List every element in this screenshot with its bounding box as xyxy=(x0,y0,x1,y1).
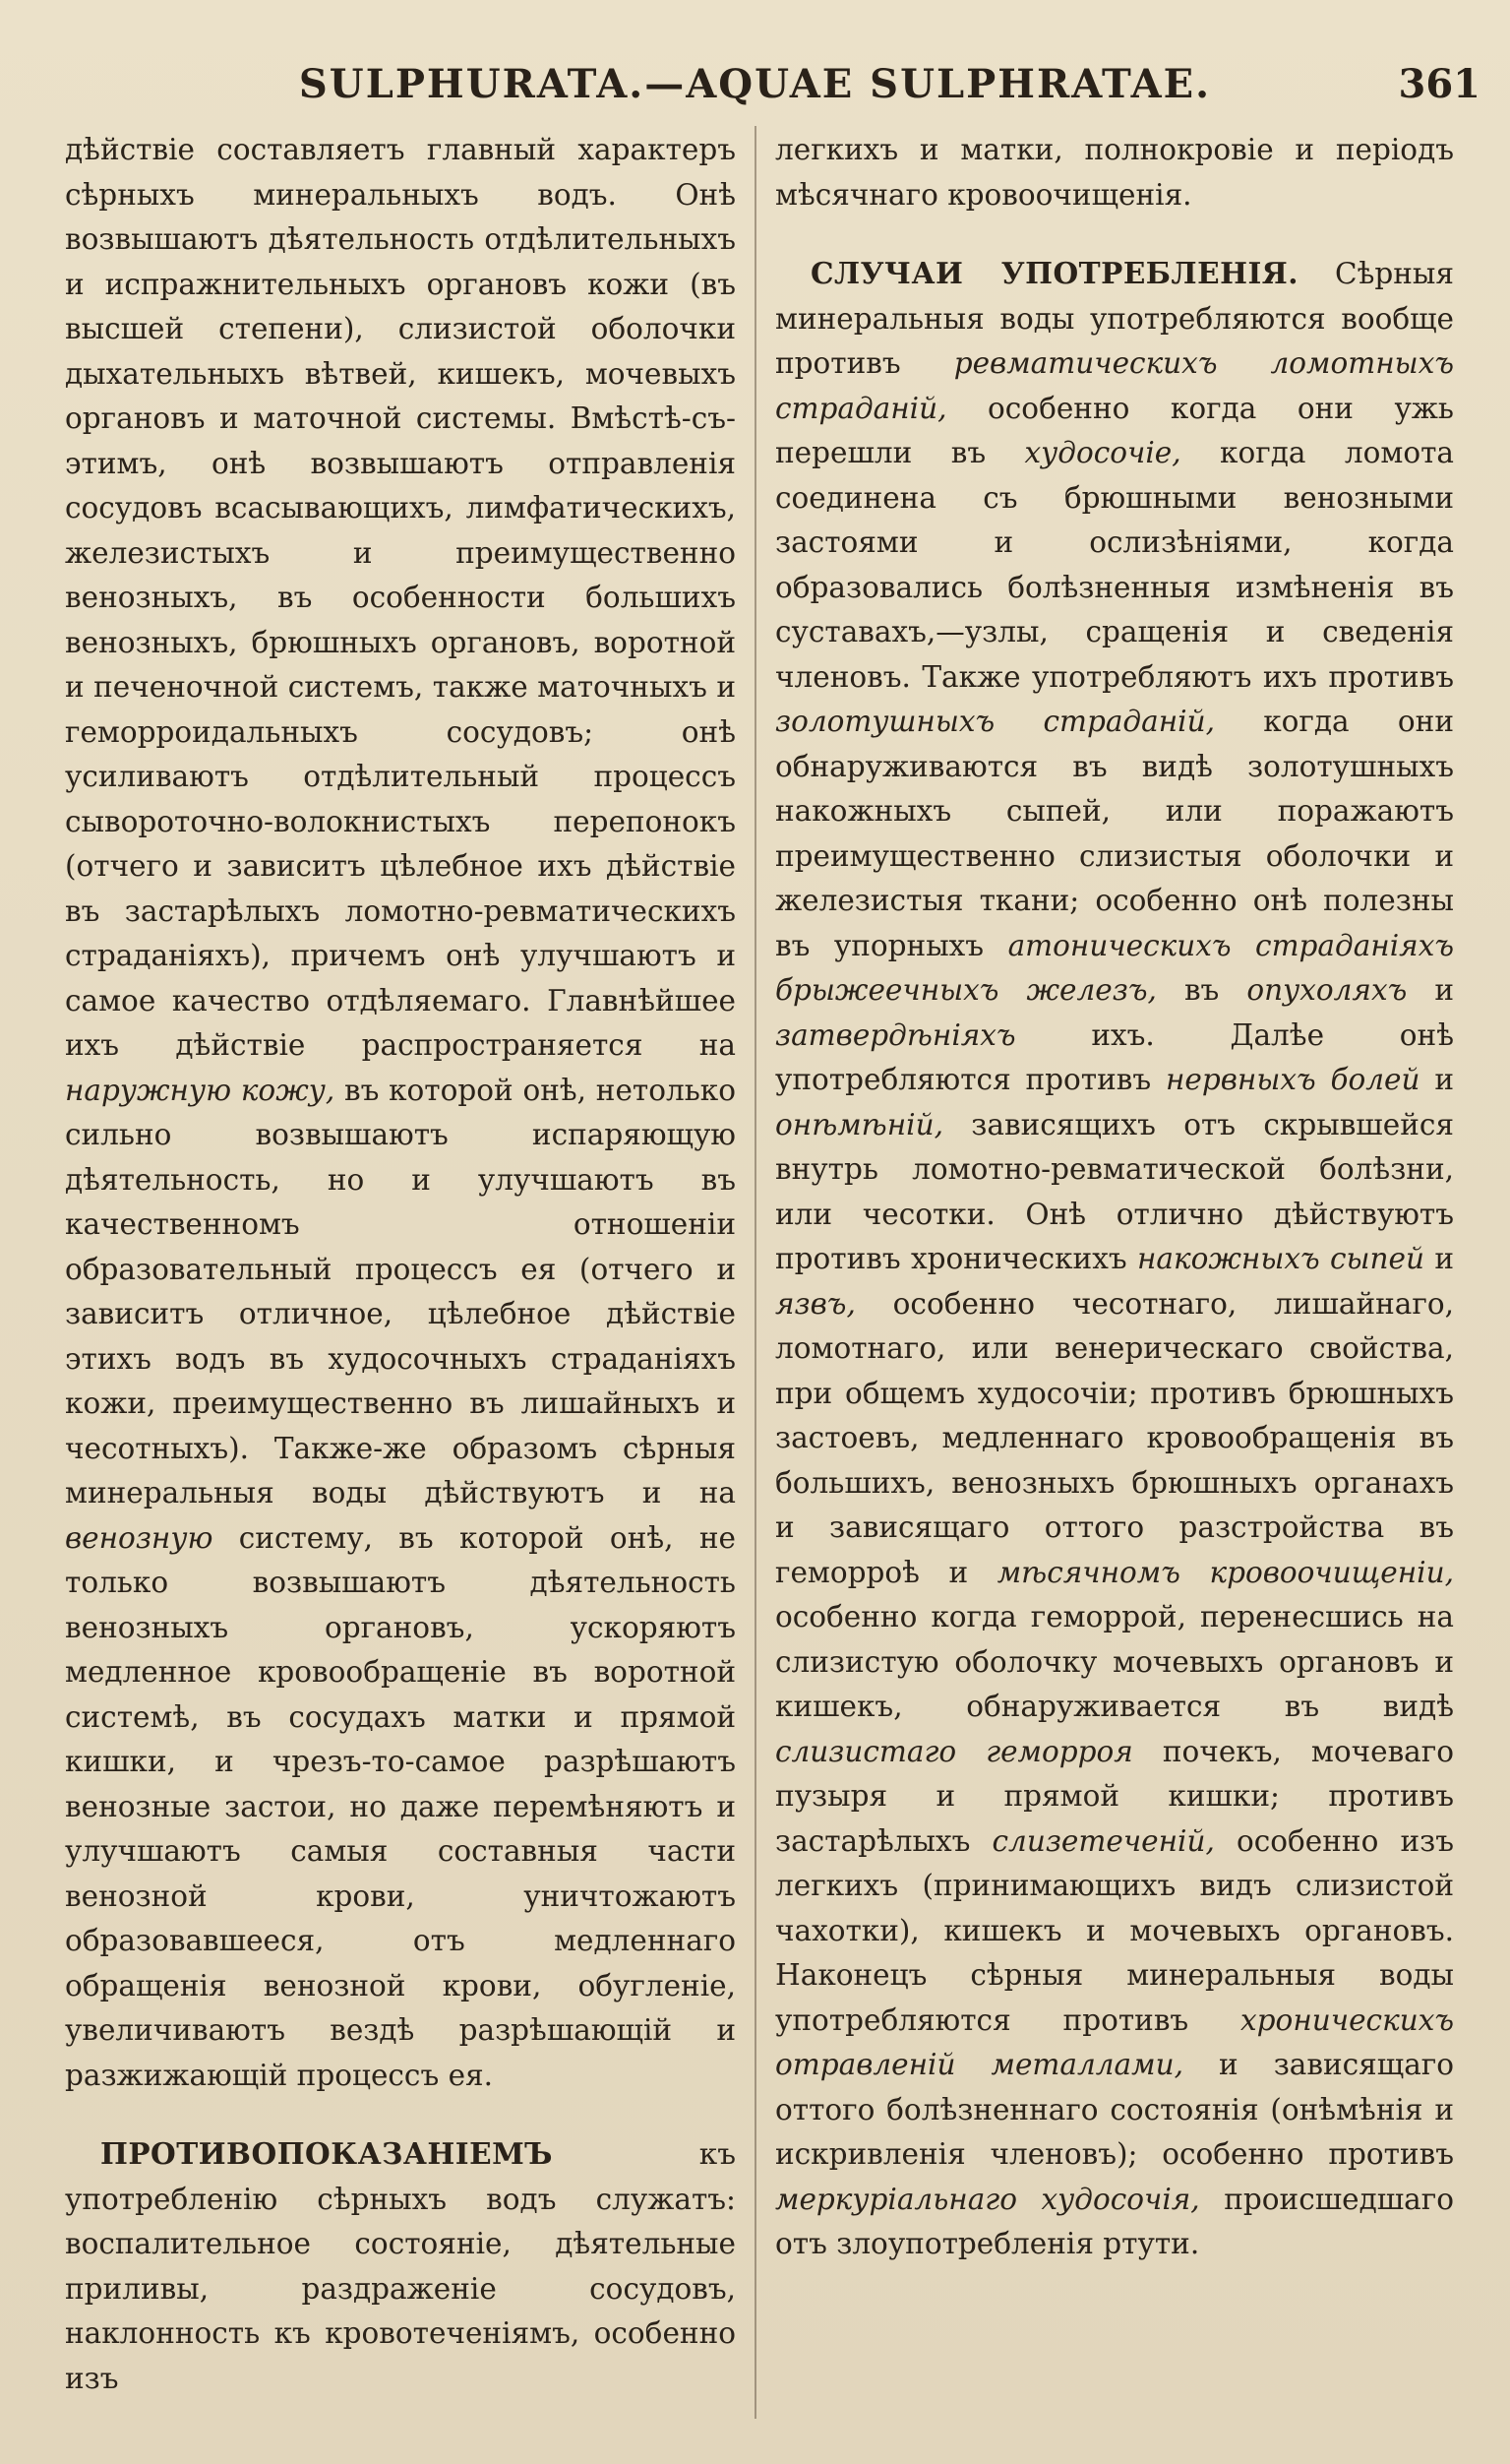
section-heading: ПРОТИВОПОКАЗАНІЕМЪ xyxy=(100,2136,553,2171)
emphasis: затвердѣніяхъ xyxy=(775,1017,1016,1052)
paragraph-action: дѣйствіе составляетъ главный характеръ сѣрныхъ минеральныхъ водъ. Онѣ возвышаютъ дѣятельность отдѣлительныхъ и испражнительныхъ органовъ кожи (въ высшей степени), слизистой оболочки дыхательныхъ вѣтвей, кишекъ, мочевыхъ органовъ и маточной системы. Вмѣстѣ-съ-этимъ, онѣ возвышаютъ отправленія сосудовъ всасывающихъ, лимфатическихъ, железистыхъ и преимущественно венозныхъ, въ особенности большихъ венозныхъ, брюшныхъ органовъ, воротной и печеночной системъ, также маточныхъ и геморроидальныхъ сосудовъ; онѣ усиливаютъ отдѣлительный процессъ сывороточно-волокнистыхъ перепонокъ (отчего и зависитъ цѣлебное ихъ дѣйствіе въ застарѣлыхъ ломотно-ревматическихъ страданіяхъ), причемъ онѣ улучшаютъ и самое качество отдѣляемаго. Главнѣйшее ихъ дѣйствіе распространяется на наружную кожу, въ которой онѣ, нетолько сильно возвышаютъ испаряющую дѣятельность, но и улучшаютъ въ качественномъ отношеніи образовательный процессъ ея (отчего и зависитъ отличное, цѣлебное дѣйствіе этихъ водъ въ худосочныхъ страданіяхъ кожи, преимущественно въ лишайныхъ и чесотныхъ). Также-же образомъ сѣрныя минеральныя воды дѣйствуютъ и на венозную систему, въ которой онѣ, не только возвышаютъ дѣятельность венозныхъ органовъ, ускоряютъ медленное кровообращеніе въ воротной системѣ, въ сосудахъ матки и прямой кишки, и чрезъ-то-самое разрѣшаютъ венозные застои, но даже перемѣняютъ и улучшаютъ самыя составныя части венозной крови, уничтожаютъ образовавшееся, отъ медленнаго обращенія венозной крови, обугленіе, увеличиваютъ вездѣ разрѣшающій и разжижающій процессъ ея. xyxy=(65,133,736,2092)
section-heading: СЛУЧАИ УПОТРЕБЛЕНІЯ. xyxy=(811,256,1299,290)
emphasis: нервныхъ болей xyxy=(1165,1063,1420,1096)
emphasis: золотушныхъ страданій, xyxy=(775,705,1215,738)
emphasis: венозную xyxy=(65,1520,213,1555)
emphasis: атоническихъ страданіяхъ брыжеечныхъ железъ, xyxy=(775,928,1454,1007)
running-title: SULPHURATA.—AQUAE SULPHRATAE. xyxy=(298,61,1212,107)
emphasis: хроническихъ отравленій металлами, xyxy=(775,2002,1454,2081)
emphasis: слизетеченій, xyxy=(992,1823,1215,1858)
paragraph-contraindications: ПРОТИВОПОКАЗАНІЕМЪ къ употребленію сѣрныхъ водъ служатъ: воспалительное состояніе, дѣятельные приливы, раздраженіе сосудовъ, наклонность къ кровотеченіямъ, особенно изъ xyxy=(65,2136,736,2395)
page-number: 361 xyxy=(1398,61,1480,107)
left-column xyxy=(65,128,736,2431)
emphasis: онѣмѣній, xyxy=(775,1107,943,1141)
paragraph-continuation: легкихъ и матки, полнокровіе и періодъ мѣсячнаго кровоочищенія. xyxy=(775,133,1454,212)
emphasis: наружную кожу, xyxy=(65,1073,335,1107)
emphasis: накожныхъ сыпей xyxy=(1136,1242,1424,1275)
emphasis: мѣсячномъ кровоочищеніи, xyxy=(997,1555,1454,1589)
emphasis: опухоляхъ xyxy=(1246,973,1408,1007)
emphasis: язвъ, xyxy=(775,1286,856,1321)
right-column xyxy=(775,128,1454,2431)
emphasis: ревматическихъ ломотныхъ страданій, xyxy=(775,346,1454,425)
running-head xyxy=(0,57,1510,116)
emphasis: худосочіе, xyxy=(1024,436,1181,469)
emphasis: меркуріальнаго худосочія, xyxy=(775,2182,1200,2216)
column-divider xyxy=(755,126,756,2419)
paragraph-indications: СЛУЧАИ УПОТРЕБЛЕНІЯ. Сѣрныя минеральныя воды употребляются вообще противъ ревматическихъ ломотныхъ страданій, особенно когда они ужь перешли въ худосочіе, когда ломота соединена съ брюшными венозными застоями и ослизѣніями, когда образовались болѣзненныя измѣненія въ суставахъ,—узлы, сращенія и сведенія членовъ. Также употребляютъ ихъ противъ золотушныхъ страданій, когда они обнаруживаются въ видѣ золотушныхъ накожныхъ сыпей, или поражаютъ преимущественно слизистыя оболочки и железистыя ткани; особенно онѣ полезны въ упорныхъ атоническихъ страданіяхъ брыжеечныхъ железъ, въ опухоляхъ и затвердѣніяхъ ихъ. Далѣе онѣ употребляются противъ нервныхъ болей и онѣмѣній, зависящихъ отъ скрывшейся внутрь ломотно-ревматической болѣзни, или чесотки. Онѣ отлично дѣйствуютъ противъ хроническихъ накожныхъ сыпей и язвъ, особенно чесотнаго, лишайнаго, ломотнаго, или венерическаго свойства, при общемъ худосочіи; противъ брюшныхъ застоевъ, медленнаго кровообращенія въ большихъ, венозныхъ брюшныхъ органахъ и зависящаго оттого разстройства въ геморроѣ и мѣсячномъ кровоочищеніи, особенно когда геморрой, перенесшись на слизистую оболочку мочевыхъ органовъ и кишекъ, обнаруживается въ видѣ слизистаго геморроя почекъ, мочеваго пузыря и прямой кишки; противъ застарѣлыхъ слизетеченій, особенно изъ легкихъ (принимающихъ видъ слизистой чахотки), кишекъ и мочевыхъ органовъ. Наконецъ сѣрныя минеральныя воды употребляются противъ хроническихъ отравленій металлами, и зависящаго оттого болѣзненнаго состоянія (онѣмѣнія и искривленія членовъ); особенно противъ меркуріальнаго худосочія, происшедшаго отъ злоупотребленія ртути. xyxy=(775,256,1454,2260)
emphasis: слизистаго геморроя xyxy=(775,1734,1133,1768)
